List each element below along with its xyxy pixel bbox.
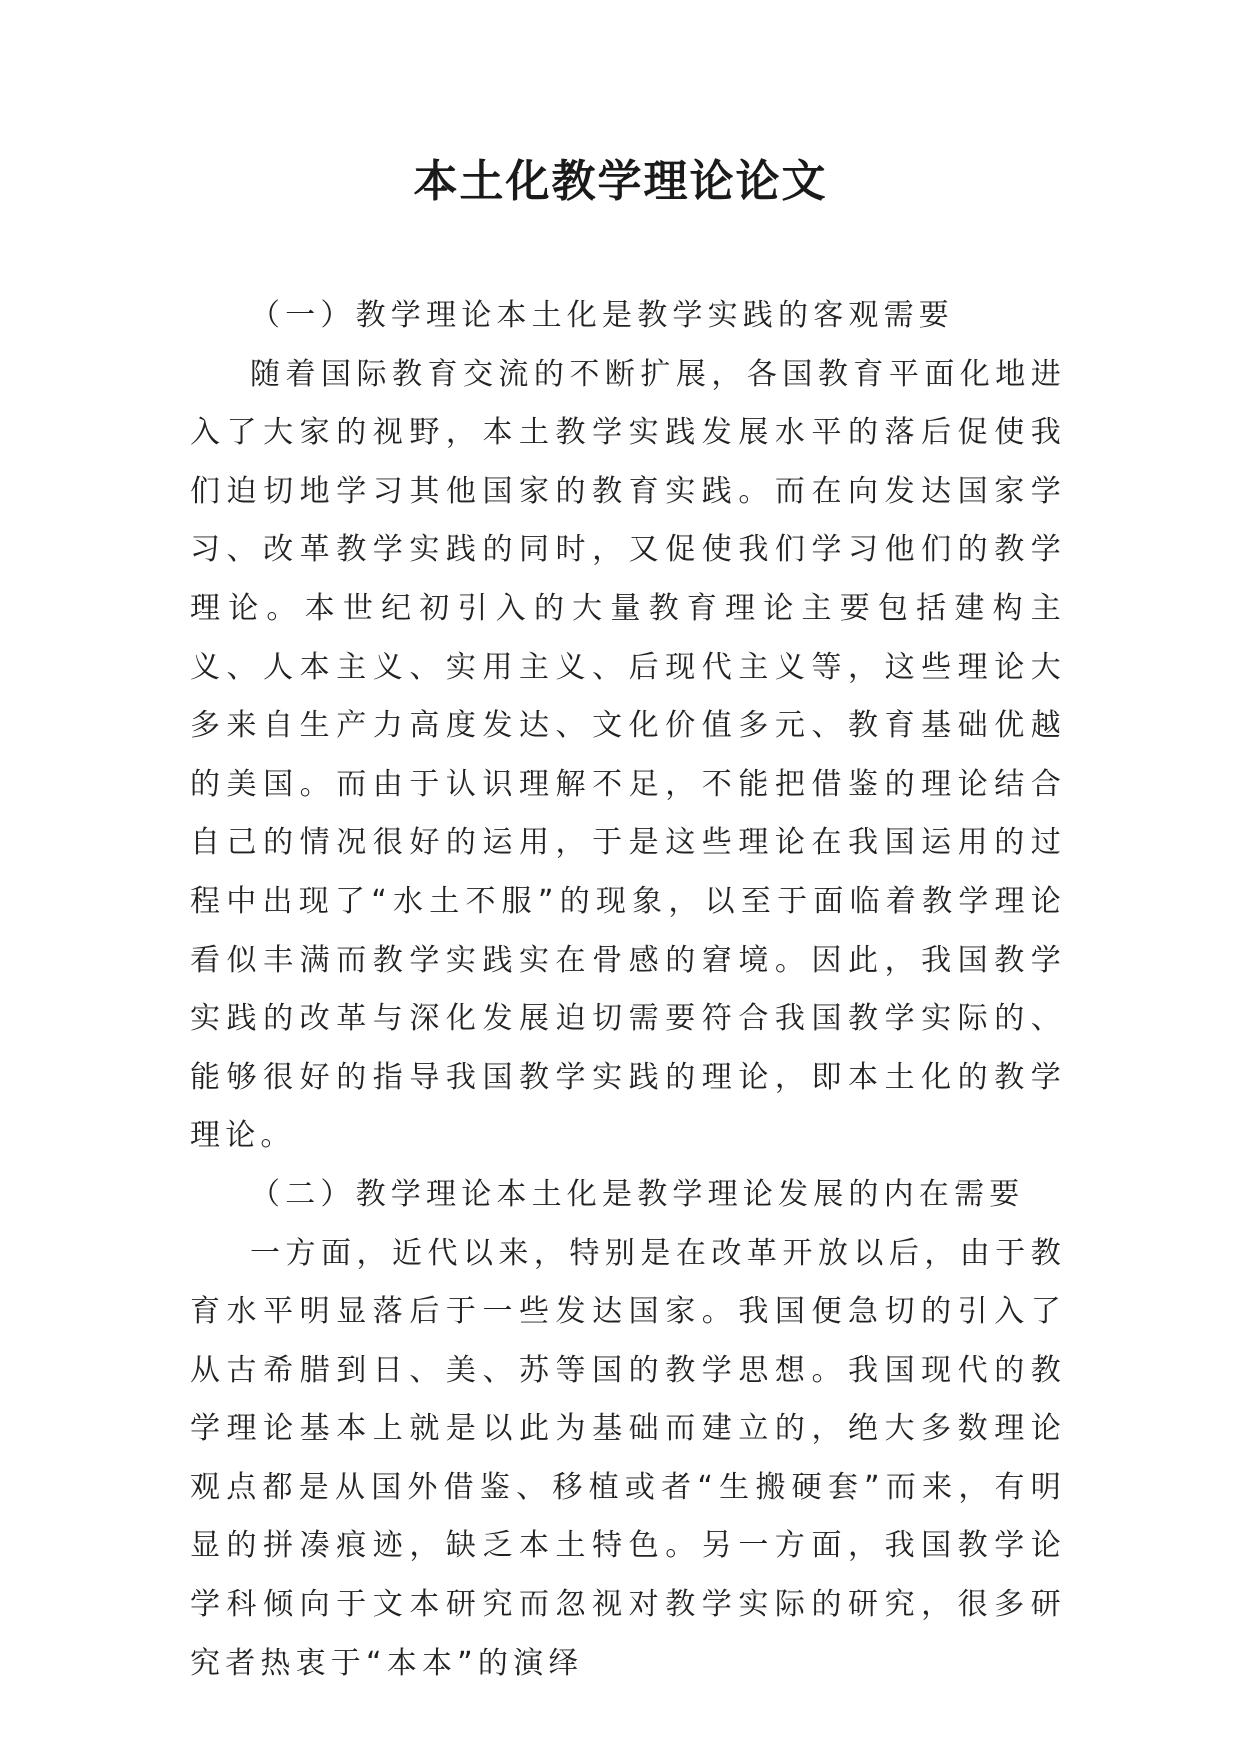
section-heading-1: （一）教学理论本土化是教学实践的客观需要 bbox=[250, 298, 954, 333]
paragraph-1: 随着国际教育交流的不断扩展，各国教育平面化地进入了大家的视野，本土教学实践发展水平的落后促使我们迫切地学习其他国家的教育实践。而在向发达国家学习、改革教学实践的同时，又促使我们学习他们的教学理论。本世纪初引入的大量教育理论主要包括建构主义、人本主义、实用主义、后现代主义等，这些理论大多来自生产力高度发达、文化价值多元、教育基础优越的美国。而由于认识理解不足，不能把借鉴的理论结合自己的情况很好的运用，于是这些理论在我国运用的过程中出现了“水土不服”的现象，以至于面临着教学理论看似丰满而教学实践实在骨感的窘境。因此，我国教学实践的改革与深化发展迫切需要符合我国教学实际的、能够很好的指导我国教学实践的理论，即本土化的教学理论。 bbox=[190, 356, 1066, 1154]
paragraph-2: 一方面，近代以来，特别是在改革开放以后，由于教育水平明显落后于一些发达国家。我国便急切的引入了从古希腊到日、美、苏等国的教学思想。我国现代的教学理论基本上就是以此为基础而建立的，绝大多数理论观点都是从国外借鉴、移植或者“生搬硬套”而来，有明显的拼凑痕迹，缺乏本土特色。另一方面，我国教学论学科倾向于文本研究而忽视对教学实际的研究，很多研究者热衷于“本本”的演绎 bbox=[190, 1235, 1066, 1681]
document-title: 本土化教学理论论文 bbox=[413, 156, 828, 207]
document-body bbox=[190, 287, 1066, 1693]
section-heading-2: （二）教学理论本土化是教学理论发展的内在需要 bbox=[250, 1176, 1025, 1212]
